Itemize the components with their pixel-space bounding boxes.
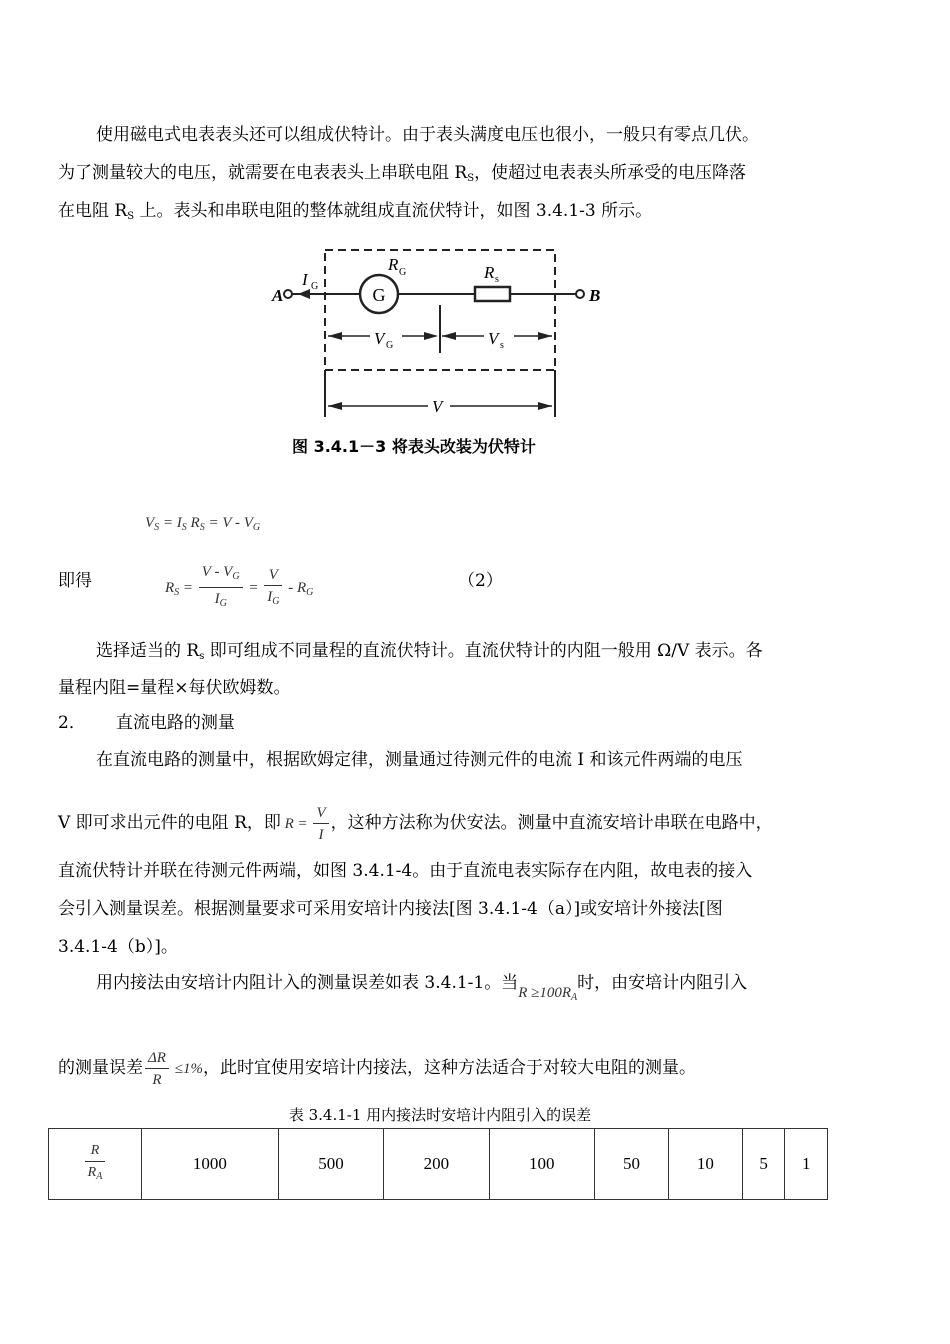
paragraph-4-line-2: 的测量误差 $\frac{\Delta R}{R}$ ≤1%，此时宜使用安培计内接法，这种方法适合于对较大电阻的测量。 [58, 1050, 696, 1089]
terminal-a [284, 290, 292, 298]
svg-text:G: G [399, 267, 407, 278]
label-a: A [272, 286, 284, 305]
paragraph-3-line-1: 在直流电路的测量中，根据欧姆定律，测量通过待测元件的电流 I 和该元件两端的电压 [96, 750, 743, 770]
paragraph-3-line-2: V 即可求出元件的电阻 R，即 R = $\frac{V}{I}$ ，这种方法称为伏安法。测量中直流安培计串联在电路中， [58, 805, 773, 844]
series-resistor [475, 287, 510, 301]
table-cell: 1000 [142, 1129, 279, 1200]
paragraph-3-line-3: 直流伏特计并联在待测元件两端，如图 3.4.1-4。由于直流电表实际存在内阻，故电表的接入 [58, 861, 753, 881]
table-caption: 表 3.4.1-1 用内接法时安培计内阻引入的误差 [288, 1106, 592, 1124]
label-v: V [432, 397, 443, 416]
table-cell: 1 [785, 1129, 828, 1200]
table-cell: 200 [384, 1129, 489, 1200]
table-cell: 10 [668, 1129, 742, 1200]
svg-text:s: s [500, 340, 504, 351]
label-b: B [589, 286, 601, 305]
paragraph-2-line-1: 选择适当的 $R_s$ 即可组成不同量程的直流伏特计。直流伏特计的内阻一般用 Ω/V 表示。各 [96, 641, 763, 662]
label-vs: V [488, 329, 499, 348]
label-rg: R [388, 255, 399, 274]
equation-vs: $V_S = I_S$ $R_S = V - V_G$ [145, 515, 261, 533]
svg-text:s: s [495, 274, 499, 285]
svg-text:G: G [372, 285, 386, 305]
paragraph-3-line-4: 会引入测量误差。根据测量要求可采用安培计内接法[图 3.4.1-4（a）]或安培计外接法[图 [58, 899, 723, 919]
paragraph-3-line-5: 3.4.1-4（b）]。 [58, 937, 178, 957]
paragraph-1-line-3: 在电阻 $R_S$ 上。表头和串联电阻的整体就组成直流伏特计，如图 3.4.1-3 所示。 [58, 201, 653, 222]
table-row [49, 1129, 828, 1200]
svg-text:G: G [311, 281, 319, 292]
equation-2-lead: 即得 [58, 571, 92, 591]
table-cell: 50 [595, 1129, 669, 1200]
paragraph-1-line-2: 为了测量较大的电压，就需要在电表表头上串联电阻 $R_S$，使超过电表表头所承受的电压降落 [58, 163, 747, 184]
table-cell: 100 [489, 1129, 594, 1200]
table-header-cell: $\frac{R}{R_A}$ [49, 1129, 142, 1200]
section-heading: 2． 直流电路的测量 [58, 713, 235, 733]
table-cell: 5 [742, 1129, 785, 1200]
label-vg: V [374, 329, 385, 348]
equation-number: （2） [458, 571, 503, 591]
paragraph-4-line-1: 用内接法由安培计内阻计入的测量误差如表 3.4.1-1。当$R \ge 100R_A$时，由安培计内阻引入 [96, 973, 748, 1003]
voltmeter-circuit-figure [270, 245, 620, 470]
label-ig: I [302, 270, 308, 289]
figure-caption: 图 3.4.1－3 将表头改装为伏特计 [292, 437, 536, 456]
terminal-b [576, 290, 584, 298]
label-rs: R [484, 263, 495, 282]
svg-text:G: G [386, 340, 394, 351]
table-cell: 500 [278, 1129, 383, 1200]
paragraph-2-line-2: 量程内阻=量程×每伏欧姆数。 [58, 678, 291, 698]
equation-rs: $R_S$ = $\frac{V - V_G}{I_G}$ = $\frac{V}{I_G}$ - $R_G$ [165, 564, 314, 609]
error-table [48, 1128, 828, 1200]
paragraph-1-line-1: 使用磁电式电表表头还可以组成伏特计。由于表头满度电压也很小，一般只有零点几伏。 [96, 125, 759, 145]
